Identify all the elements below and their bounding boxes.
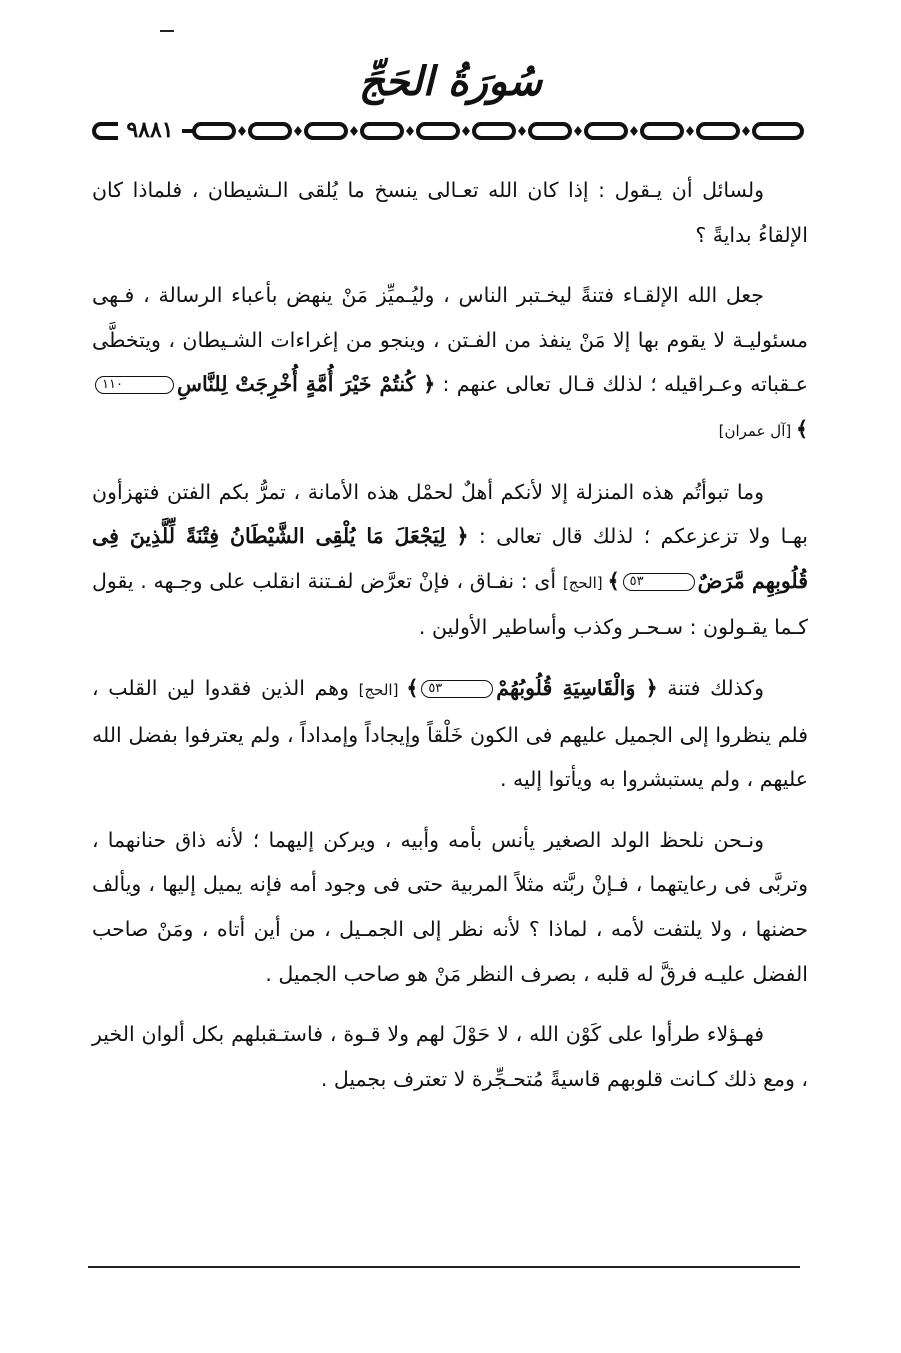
quran-verse: ﴾ <box>406 675 419 700</box>
paragraph <box>92 168 808 257</box>
ayah-number: ٥٣ <box>421 680 493 698</box>
ayah-number: ٥٣ <box>623 573 695 591</box>
quran-verse: ﴿ لِيَجْعَلَ مَا يُلْقِى الشَّيْطَانُ فِتْنَةً لِّلَّذِينَ فِى قُلُوبِهِم مَّرَضٌ <box>92 524 809 593</box>
paragraph-text: أى : نفـاق ، فإنْ تعرَّض لفـتنة انقلب على وجـهه . يقول كـما يقـولون : سـحـر وكذب وأساطير الأولين . <box>92 568 808 640</box>
surah-title: سُورَةُ الحَجِّ <box>358 58 543 105</box>
paragraph-text: ونـحن نلحظ الولد الصغير يأنس بأمه وأبيه ، ويركن إليهما ؛ لأنه ذاق حنانهما ، وتربَّى فى رعايتهما ، فـإنْ ربَّته مثلاً المربية حتى فى وجود أمه فإنه يميل إليها ، ويألف حضنها ، ولا يلتفت لأمه ، لماذا ؟ لأنه نظر إلى الجمـيل ، من أين أتاه ، ومَنْ صاحب الفضل عليـه فرقَّ له قلبه ، بصرف النظر مَنْ هو صاحب الجميل . <box>92 827 808 986</box>
paragraph <box>92 818 808 996</box>
paragraph-text: جعل الله الإلقـاء فتنةً ليخـتبر الناس ، وليُـميِّز مَنْ ينهض بأعباء الرسالة ، فـهى مسئوليـة لا يقوم بها إلا مَنْ ينفذ من الفـتن ، وينجو من إغراءات الشـيطان ، ويتخطَّى عـقباته وعـراقيله ؛ لذلك قـال تعالى عنهم : <box>92 283 808 397</box>
paragraph-text: ولسائل أن يـقول : إذا كان الله تعـالى ينسخ ما يُلقى الـشيطان ، فلماذا كان الإلقاءُ بدايةً ؟ <box>92 178 808 247</box>
paragraph <box>92 1012 808 1101</box>
paragraph-text: وما تبوأتُم هذه المنزلة إلا لأنكم أهلٌ لحمْل هذه الأمانة ، تمرُّ بكم الفتن فتهزأون بهـا ولا تزعزعكم ؛ لذلك قال تعالى : <box>92 479 808 549</box>
top-mark <box>160 30 174 32</box>
body-text <box>92 168 808 1117</box>
quran-verse: ﴾ <box>607 568 620 593</box>
paragraph-text: وهم الذين فقدوا لين القلب ، فلم ينظروا إلى الجميل عليهم فى الكون خَلْقاً وإيجاداً وإمداداً ، ولم يعترفوا بفضل الله عليهم ، ولم يستبشروا به ويأتوا إليه . <box>92 675 808 792</box>
surah-reference: [الحج] <box>562 573 608 592</box>
page-number: ٩٨٨١ <box>118 117 182 145</box>
paragraph-text: فهـؤلاء طرأوا على كَوْن الله ، لا حَوْلَ لهم ولا قـوة ، فاستـقبلهم بكل ألوان الخير ، ومع ذلك كـانت قلوبهم قاسيةً مُتحـجِّرة لا تعترف بجميل . <box>92 1022 808 1091</box>
ornamental-border <box>90 118 808 144</box>
quran-verse: ﴾ <box>795 416 808 441</box>
paragraph <box>92 470 808 650</box>
paragraph <box>92 666 808 802</box>
quran-verse: ﴿ وَالْقَاسِيَةِ قُلُوبُهُمْ <box>496 675 658 700</box>
ayah-number: ١١٠ <box>95 376 174 394</box>
surah-reference: [آل عمران] <box>718 421 796 440</box>
quran-verse: ﴿ كُنتُمْ خَيْرَ أُمَّةٍ أُخْرِجَتْ لِلنَّاسِ <box>176 372 436 397</box>
surah-reference: [الحج] <box>358 680 407 699</box>
paragraph-text: وكذلك فتنة <box>657 675 765 700</box>
bottom-rule <box>88 1266 800 1268</box>
paragraph <box>92 273 808 453</box>
